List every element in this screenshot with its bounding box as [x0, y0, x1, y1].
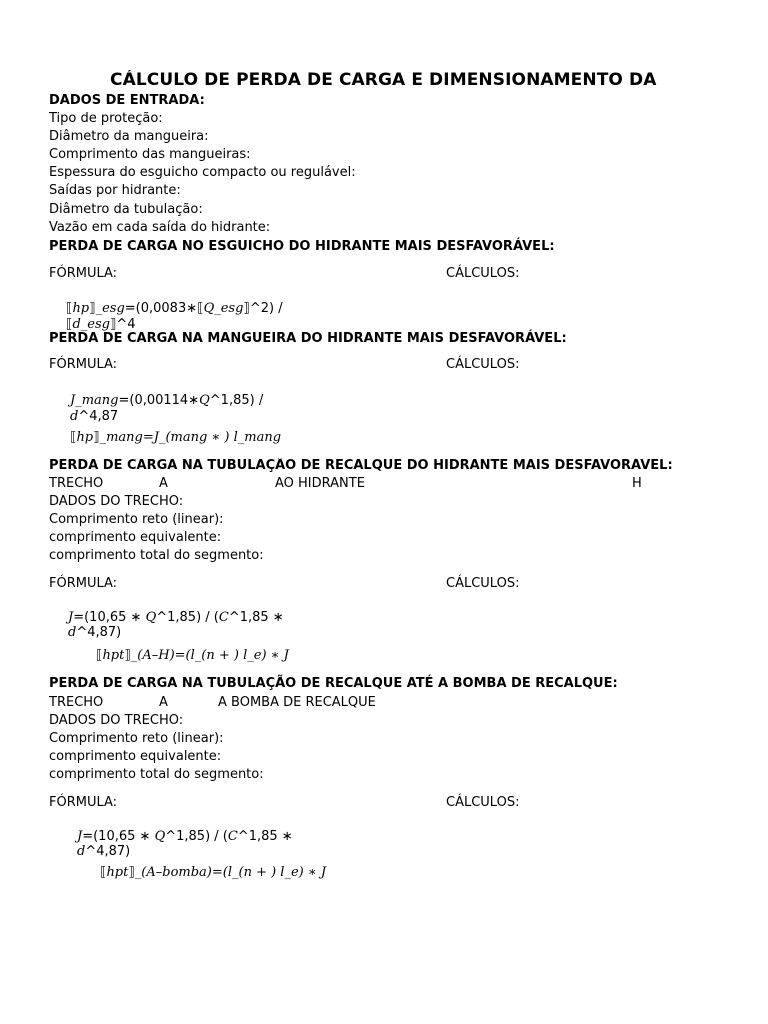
bracket-open: ⟦	[197, 301, 204, 316]
formula-text: =(0,00114∗	[118, 393, 200, 408]
entrada-heading: DADOS DE ENTRADA:	[49, 93, 205, 108]
dados-trecho-label: DADOS DO TRECHO:	[49, 713, 184, 728]
trecho-item: comprimento equivalente:	[49, 749, 222, 764]
bracket-open: ⟦	[70, 430, 77, 445]
formula-symbol: hp	[72, 301, 90, 316]
formula-text: ^1,85 ∗	[237, 829, 293, 844]
formula-symbol: Q	[199, 393, 210, 408]
section-mangueira-heading: PERDA DE CARGA NA MANGUEIRA DO HIDRANTE MAIS DESFAVORÁVEL:	[49, 331, 567, 346]
formula-text: =(10,65 ∗	[82, 829, 155, 844]
section-esguicho-heading: PERDA DE CARGA NO ESGUICHO DO HIDRANTE MAIS DESFAVORÁVEL:	[49, 239, 555, 254]
entrada-item: Espessura do esguicho compacto ou regulável:	[49, 165, 356, 180]
trecho-item: comprimento total do segmento:	[49, 767, 264, 782]
formula-symbol: d	[77, 844, 86, 859]
bracket-close: ⟧	[124, 648, 131, 663]
calculos-label: CÁLCULOS:	[446, 795, 520, 810]
bracket-close: ⟧	[109, 317, 117, 332]
formula-subscript: _esg	[214, 301, 244, 316]
formula-text: =(0,0083∗	[124, 301, 198, 316]
trecho-item: comprimento total do segmento:	[49, 548, 264, 563]
formula-label: FÓRMULA:	[49, 576, 118, 591]
formula-label: FÓRMULA:	[49, 357, 118, 372]
trecho-to: A BOMBA DE RECALQUE	[218, 695, 376, 710]
formula-symbol: Q	[154, 829, 166, 844]
entrada-item: Vazão em cada saída do hidrante:	[49, 220, 271, 235]
bracket-open: ⟦	[96, 648, 103, 663]
bracket-open: ⟦	[66, 317, 73, 332]
formula-text: ^1,85) / (	[165, 829, 228, 844]
trecho-label: TRECHO	[49, 695, 104, 710]
formula-label: FÓRMULA:	[49, 795, 118, 810]
trecho-item: Comprimento reto (linear):	[49, 731, 224, 746]
formula-symbol: C	[218, 610, 229, 625]
trecho-start: A	[159, 476, 168, 491]
trecho-label: TRECHO	[49, 476, 104, 491]
formula-symbol: Q	[145, 610, 157, 625]
formula-text: ^2) /	[249, 301, 283, 316]
page-title-text: CÁLCULO DE PERDA DE CARGA E DIMENSIONAMENTO DA	[110, 70, 657, 90]
page-title	[110, 70, 677, 92]
trecho-end: H	[632, 476, 642, 491]
calculos-label: CÁLCULOS:	[446, 266, 520, 281]
formula-tubulacao-line2	[68, 624, 121, 642]
formula-symbol: Q	[203, 301, 215, 316]
entrada-item: Diâmetro da tubulação:	[49, 202, 203, 217]
bracket-close: ⟧	[89, 301, 96, 316]
formula-mangueira-line2	[70, 408, 118, 426]
formula-text: ^1,85) /	[209, 393, 264, 408]
formula-tubulacao-line3	[96, 647, 289, 665]
entrada-item: Saídas por hidrante:	[49, 183, 181, 198]
formula-label: FÓRMULA:	[49, 266, 118, 281]
section-tubulacao-hidrante-heading-text: PERDA DE CARGA NA TUBULAÇÃO DE RECALQUE DO HIDRANTE MAIS DESFAVORÁVEL:	[49, 458, 673, 473]
section-bomba-heading: PERDA DE CARGA NA TUBULAÇÃO DE RECALQUE ATÉ A BOMBA DE RECALQUE:	[49, 676, 618, 691]
formula-text: ^1,85 ∗	[228, 610, 284, 625]
section-tubulacao-hidrante-heading	[49, 458, 677, 474]
formula-symbol: hpt	[106, 865, 129, 880]
bracket-close: ⟧	[128, 865, 135, 880]
formula-text: _(A–bomba)=(l_(n + ) l_e) ∗ J	[134, 865, 327, 880]
formula-text: ^1,85) / (	[156, 610, 219, 625]
formula-symbol: d	[72, 317, 81, 332]
formula-symbol: hpt	[102, 648, 125, 663]
entrada-item: Comprimento das mangueiras:	[49, 147, 251, 162]
formula-text: ^4,87)	[76, 625, 122, 640]
dados-trecho-label: DADOS DO TRECHO:	[49, 494, 184, 509]
entrada-item: Diâmetro da mangueira:	[49, 129, 209, 144]
formula-text: _(A–H)=(l_(n + ) l_e) ∗ J	[130, 648, 289, 663]
trecho-to: AO HIDRANTE	[275, 476, 365, 491]
formula-text: ^4	[116, 317, 136, 332]
entrada-item: Tipo de proteção:	[49, 111, 163, 126]
bracket-open: ⟦	[66, 301, 73, 316]
formula-symbol: hp	[76, 430, 94, 445]
trecho-start: A	[159, 695, 168, 710]
bracket-open: ⟦	[100, 865, 107, 880]
formula-text: ^4,87)	[85, 844, 131, 859]
bracket-close: ⟧	[93, 430, 100, 445]
formula-symbol: d	[68, 625, 77, 640]
formula-bomba-line2	[77, 843, 130, 861]
formula-symbol: J	[68, 610, 74, 625]
calculos-label: CÁLCULOS:	[446, 357, 520, 372]
formula-bomba-line3	[100, 864, 326, 882]
formula-text: _mang=J_(mang ∗ ) l_mang	[99, 430, 282, 445]
formula-symbol: d	[70, 409, 79, 424]
formula-subscript: _esg	[80, 317, 110, 332]
formula-symbol: J	[77, 829, 83, 844]
formula-symbol: C	[227, 829, 238, 844]
trecho-item: comprimento equivalente:	[49, 530, 222, 545]
trecho-item: Comprimento reto (linear):	[49, 512, 224, 527]
formula-text: ^4,87	[78, 409, 119, 424]
bracket-close: ⟧	[243, 301, 250, 316]
formula-subscript: _esg	[95, 301, 125, 316]
formula-text: =(10,65 ∗	[73, 610, 146, 625]
formula-symbol: J_mang	[70, 393, 119, 408]
formula-mangueira-line3	[70, 429, 281, 447]
calculos-label: CÁLCULOS:	[446, 576, 520, 591]
